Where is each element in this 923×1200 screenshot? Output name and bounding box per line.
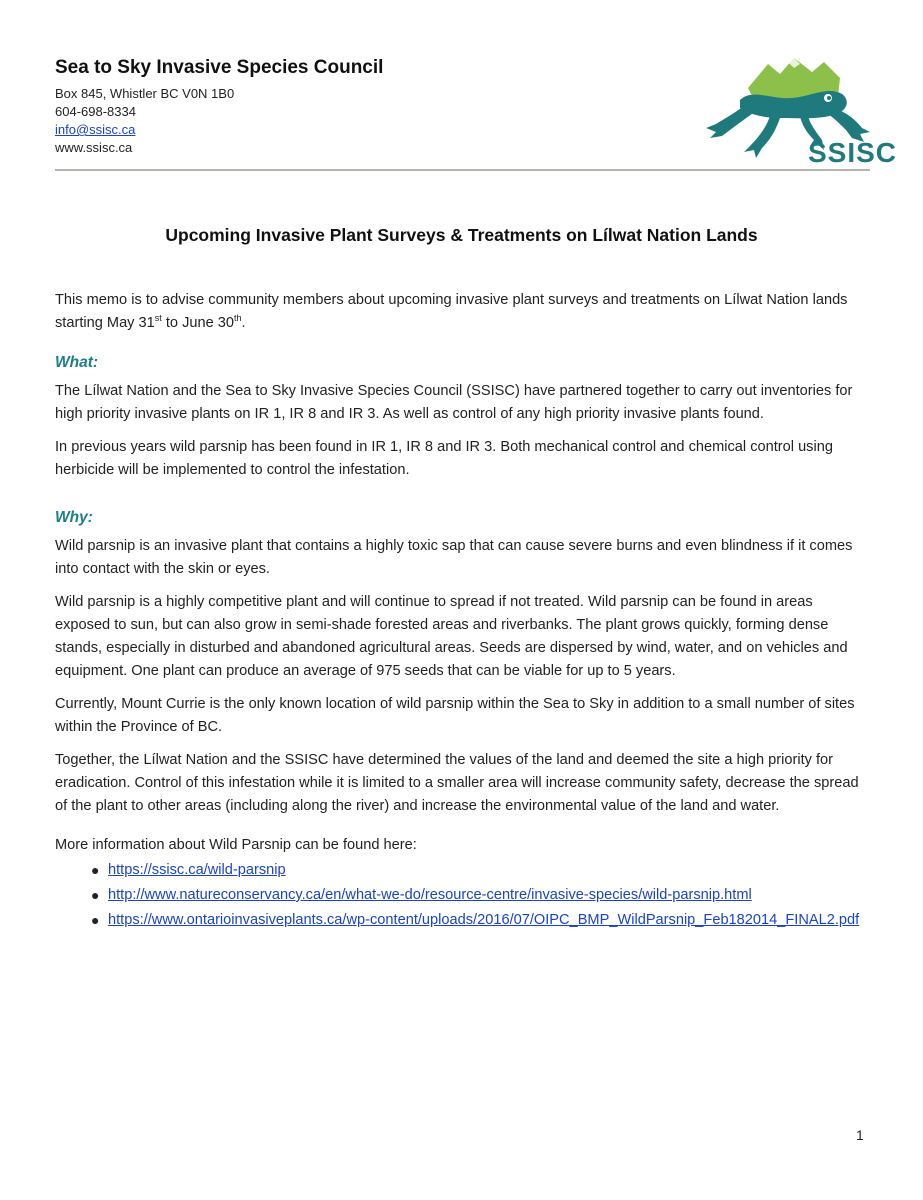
why-paragraph-2: Wild parsnip is a highly competitive plant and will continue to spread if not treated. Wild parsnip can be found in areas exposed to sun, but can also grow in semi-shade forested areas and riverbanks. The plant grows quickly, forming dense stands, especially in disturbed and abandoned agricultural areas. Seeds are dispersed by wind, water, and on vehicles and equipment. One plant can produce an average of 975 seeds that can be viable for up to 5 years.: [55, 594, 848, 679]
what-paragraph-2: In previous years wild parsnip has been found in IR 1, IR 8 and IR 3. Both mechanical control and chemical control using herbicide will be implemented to control the infestation.: [55, 439, 833, 478]
page-number: 1: [856, 1127, 864, 1143]
letterhead: [55, 58, 383, 157]
logo-frog-left-leg: [706, 106, 752, 138]
memo-title: Upcoming Invasive Plant Surveys & Treatments on Lílwat Nation Lands: [165, 225, 758, 245]
nature-conservancy-link[interactable]: http://www.natureconservancy.ca/en/what-we-do/resource-centre/invasive-species/wild-parsnip.html: [108, 887, 752, 903]
more-info-lead: More information about Wild Parsnip can be found here:: [55, 837, 417, 853]
why-heading: Why:: [55, 509, 93, 526]
header-divider: [55, 169, 870, 171]
bullet-icon: ●: [91, 887, 100, 903]
list-item: [55, 859, 870, 882]
org-email-link[interactable]: info@ssisc.ca: [55, 122, 136, 137]
ssisc-wild-parsnip-link[interactable]: https://ssisc.ca/wild-parsnip: [108, 862, 286, 878]
why-paragraph-4: Together, the Lílwat Nation and the SSISC have determined the values of the land and deemed the site a high priority for eradication. Control of this infestation while it is limited to a smaller area will increase community safety, decrease the spread of the plant to other areas (including along the river) and increase the environmental value of the land and water.: [55, 752, 859, 814]
what-heading: What:: [55, 354, 99, 371]
org-website: www.ssisc.ca: [55, 140, 133, 155]
org-address: Box 845, Whistler BC V0N 1B0: [55, 86, 235, 101]
intro-paragraph: This memo is to advise community members about upcoming invasive plant surveys and treatments on Lílwat Nation lands starting May 31st to June 30th.: [55, 292, 848, 331]
org-phone: 604-698-8334: [55, 104, 136, 119]
bullet-icon: ●: [91, 912, 100, 928]
logo-frog-front-legs: [744, 116, 780, 158]
ontario-invasive-plants-link[interactable]: https://www.ontarioinvasiveplants.ca/wp-content/uploads/2016/07/OIPC_BMP_WildParsnip_Feb182014_FINAL2.pdf: [108, 912, 860, 928]
list-item: [55, 909, 870, 932]
memo-body: [55, 289, 870, 934]
why-paragraph-3: Currently, Mount Currie is the only known location of wild parsnip within the Sea to Sky in addition to a small number of sites within the Province of BC.: [55, 696, 855, 735]
bullet-icon: ●: [91, 862, 100, 878]
ssisc-logo: [700, 48, 898, 168]
why-paragraph-1: Wild parsnip is an invasive plant that contains a highly toxic sap that can cause severe burns and even blindness if it comes into contact with the skin or eyes.: [55, 538, 853, 577]
logo-wordmark: SSISC: [808, 137, 898, 168]
list-item: [55, 884, 870, 907]
what-paragraph-1: The Lílwat Nation and the Sea to Sky Invasive Species Council (SSISC) have partnered together to carry out inventories for high priority invasive plants on IR 1, IR 8 and IR 3. As well as control of any high priority invasive plants found.: [55, 383, 853, 422]
org-name: Sea to Sky Invasive Species Council: [55, 57, 384, 78]
resource-link-list: [55, 859, 870, 932]
